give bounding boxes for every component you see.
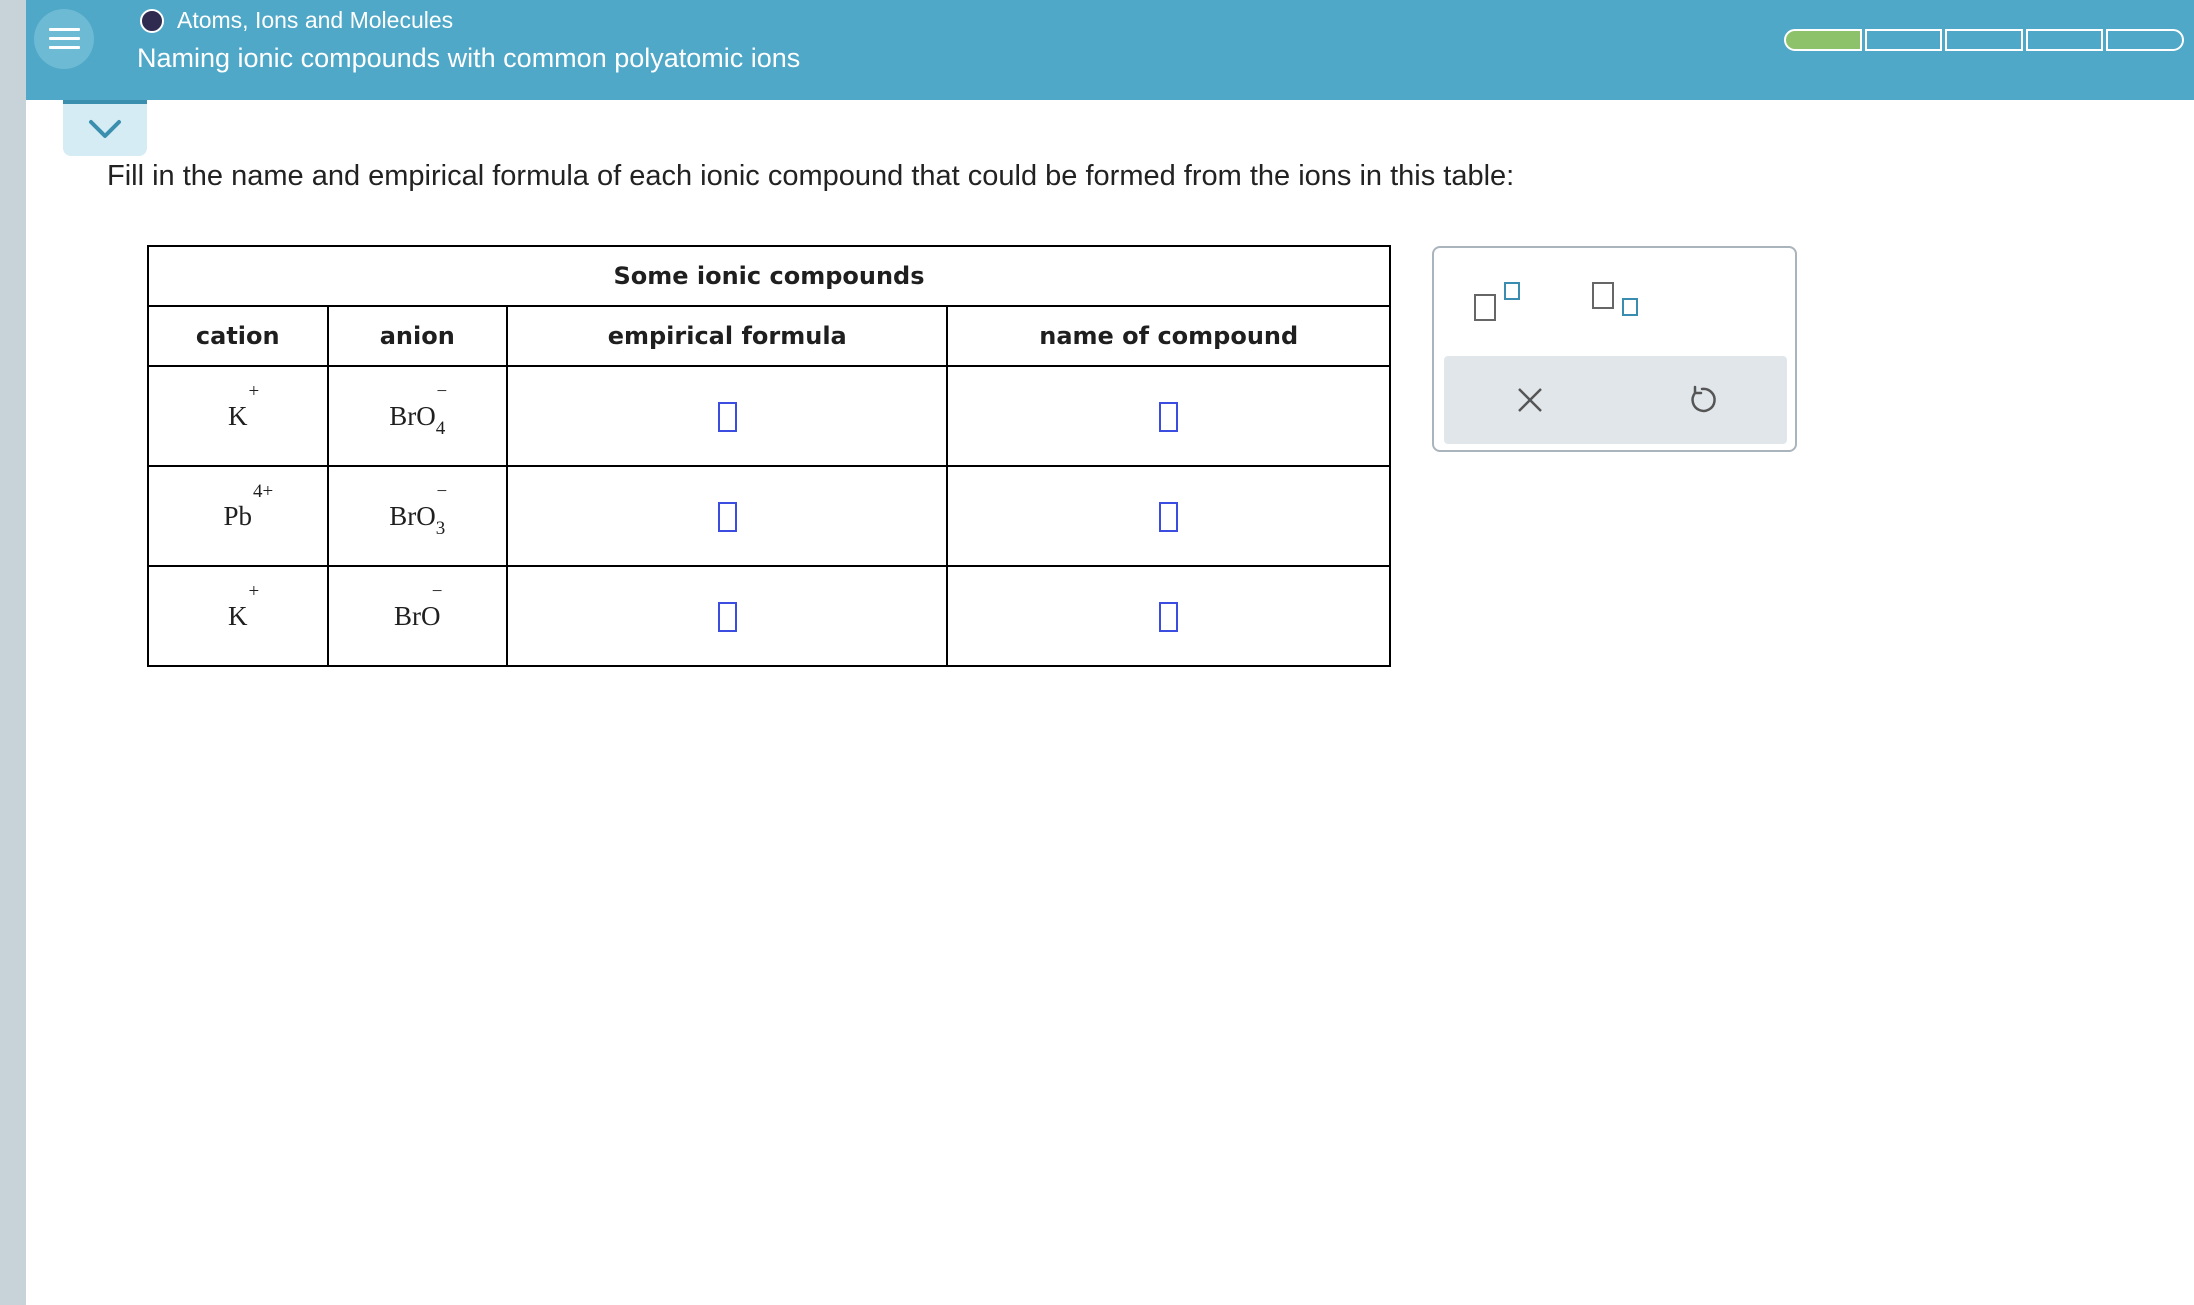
undo-icon[interactable] (1686, 384, 1718, 416)
table-row (148, 366, 1390, 466)
tool-action-bar (1444, 356, 1787, 444)
header-name: name of compound (947, 306, 1390, 366)
cation: K (228, 600, 248, 631)
cation-cell (148, 466, 328, 566)
anion: BrO (389, 500, 436, 531)
topic-title: Naming ionic compounds with common polyatomic ions (137, 43, 801, 73)
subscript-icon[interactable] (1592, 282, 1642, 322)
header-anion: anion (328, 306, 507, 366)
name-input[interactable] (1159, 502, 1178, 532)
ionic-compounds-table (147, 245, 1391, 667)
module-title: Atoms, Ions and Molecules (177, 7, 454, 33)
question-text: Fill in the name and empirical formula of each ionic compound that could be formed from the ions in this table: (107, 160, 1515, 192)
formula-input[interactable] (718, 602, 737, 632)
anion-subscript: 3 (435, 517, 446, 539)
chevron-down-icon (88, 118, 122, 140)
answer-tools-panel (1432, 246, 1797, 452)
formula-input[interactable] (718, 502, 737, 532)
progress-segment (1945, 29, 2023, 51)
cation: K (228, 400, 248, 431)
anion-charge: − (436, 480, 448, 502)
table-caption: Some ionic compounds (148, 246, 1390, 306)
anion-charge: − (436, 380, 448, 402)
cation-charge: 4+ (253, 480, 274, 502)
name-input[interactable] (1159, 602, 1178, 632)
progress-segment (1865, 29, 1943, 51)
formula-cell (507, 366, 947, 466)
progress-bar (1784, 29, 2184, 51)
left-rail (0, 0, 26, 1305)
name-cell (947, 566, 1390, 666)
menu-button[interactable] (34, 9, 94, 69)
name-input[interactable] (1159, 402, 1178, 432)
name-cell (947, 366, 1390, 466)
header-formula: empirical formula (507, 306, 947, 366)
hamburger-icon (49, 28, 80, 31)
superscript-icon[interactable] (1474, 282, 1524, 322)
header-cation: cation (148, 306, 328, 366)
cation-cell (148, 366, 328, 466)
anion-charge: − (431, 580, 443, 602)
table-row (148, 566, 1390, 666)
formula-cell (507, 466, 947, 566)
progress-segment (2026, 29, 2104, 51)
anion-cell (328, 466, 507, 566)
cation: Pb (223, 500, 253, 531)
cation-cell (148, 566, 328, 666)
module-status-dot (140, 9, 164, 33)
anion-subscript: 4 (435, 417, 446, 439)
progress-segment (1784, 29, 1862, 51)
clear-icon[interactable] (1516, 386, 1544, 414)
anion: BrO (389, 400, 436, 431)
anion-cell (328, 366, 507, 466)
formula-cell (507, 566, 947, 666)
collapse-button[interactable] (63, 100, 147, 156)
cation-charge: + (248, 580, 260, 602)
cation-charge: + (248, 380, 260, 402)
anion-cell (328, 566, 507, 666)
name-cell (947, 466, 1390, 566)
formula-input[interactable] (718, 402, 737, 432)
anion: BrO (394, 600, 441, 631)
table-row (148, 466, 1390, 566)
progress-segment (2106, 29, 2184, 51)
